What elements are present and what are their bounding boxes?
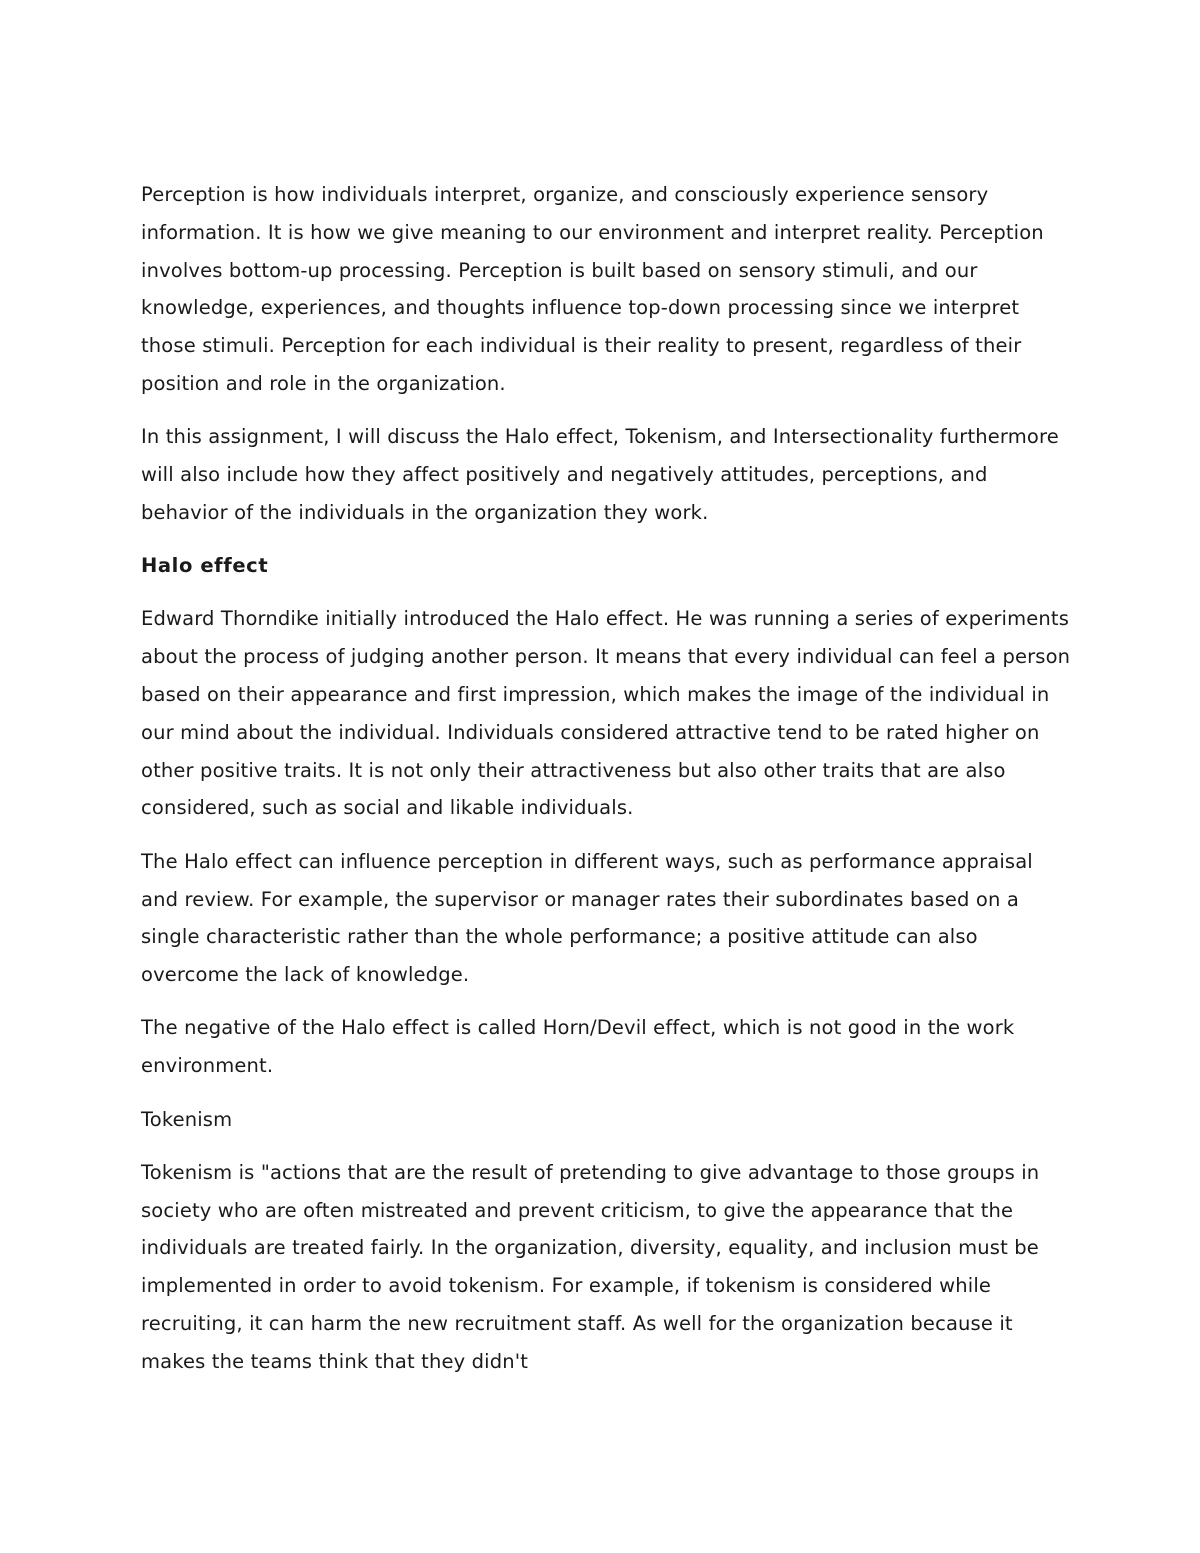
halo-paragraph-2: The Halo effect can influence perception in different ways, such as performance appraisal and review. For example, the supervisor or manager rates their subordinates based on a single characteristic rather than the whole performance; a positive attitude can also overcome the lack of knowledge.: [141, 849, 1033, 987]
document-body: [141, 176, 1071, 1396]
tokenism-paragraph-1: Tokenism is "actions that are the result of pretending to give advantage to those groups in society who are often mistreated and prevent criticism, to give the appearance that the individuals are treated fairly. In the organization, diversity, equality, and inclusion must be implemented in order to avoid tokenism. For example, if tokenism is considered while recruiting, it can harm the new recruitment staff. As well for the organization because it makes the teams think that they didn't: [141, 1160, 1040, 1373]
intro-paragraph-1: Perception is how individuals interpret, organize, and consciously experience sensory information. It is how we give meaning to our environment and interpret reality. Perception involves bottom-up processing. Perception is built based on sensory stimuli, and our knowledge, experiences, and thoughts influence top-down processing since we interpret those stimuli. Perception for each individual is their reality to present, regardless of their position and role in the organization.: [141, 183, 1044, 395]
tokenism-heading: Tokenism: [141, 1107, 233, 1131]
halo-paragraph-1: Edward Thorndike initially introduced the Halo effect. He was running a series of experiments about the process of judging another person. It means that every individual can feel a person based on their appearance and first impression, which makes the image of the individual in our mind about the individual. Individuals considered attractive tend to be rated higher on other positive traits. It is not only their attractiveness but also other traits that are also considered, such as social and likable individuals.: [141, 607, 1071, 820]
halo-paragraph-3: The negative of the Halo effect is called Horn/Devil effect, which is not good in the work environment.: [141, 1016, 1015, 1078]
intro-paragraph-2: In this assignment, I will discuss the Halo effect, Tokenism, and Intersectionality furthermore will also include how they affect positively and negatively attitudes, perceptions, and behavior of the individuals in the organization they work.: [141, 425, 1059, 524]
halo-effect-heading: Halo effect: [141, 554, 269, 578]
